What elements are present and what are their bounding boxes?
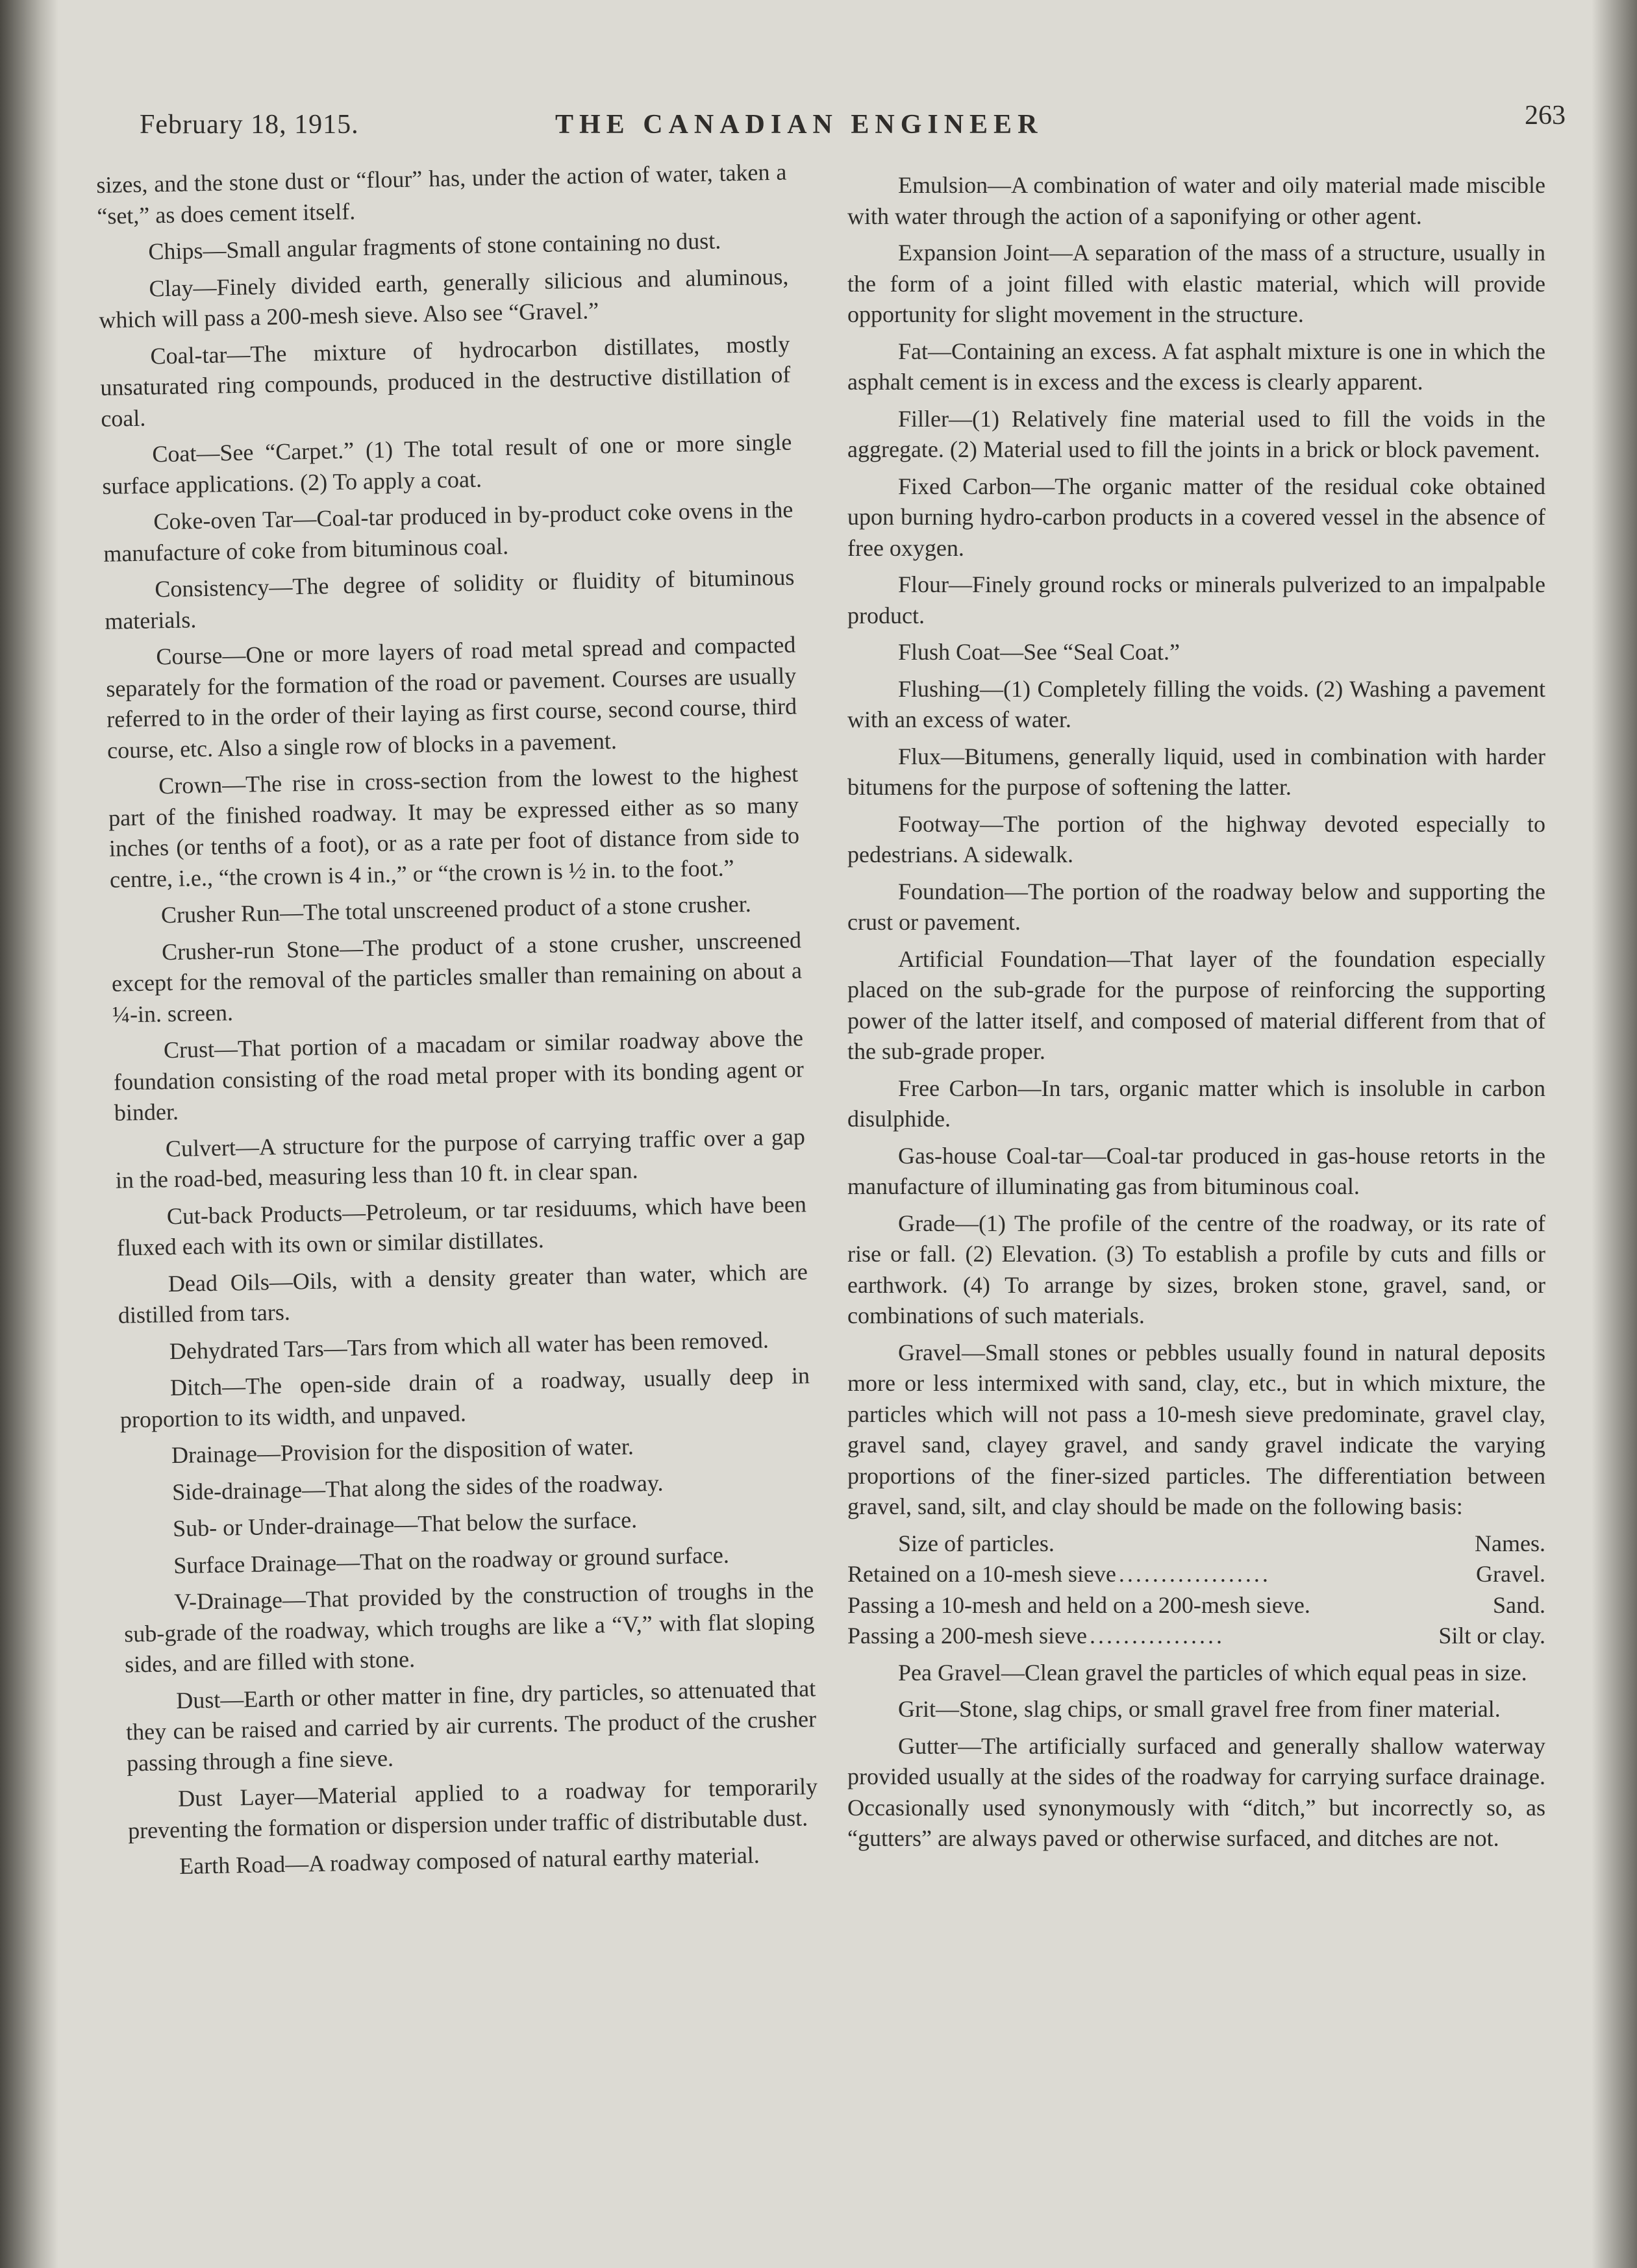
sieve-row-leader: .................. [1118,1561,1271,1587]
sieve-header-size: Size of particles. [898,1530,1055,1556]
glossary-entry: Crusher Run—The total unscreened product of a stone crusher. [160,890,752,928]
glossary-entry: Course—One or more layers of road metal spread and compacted separately for the formation of the road or pavement. Courses are usually referred to in the order of their laying as first course, second course, third course, etc. Also a single row of blocks in a pavement. [105,631,797,764]
sieve-row-name: Silt or clay. [1438,1623,1545,1649]
glossary-entry: Dehydrated Tars—Tars from which all water has been removed. [169,1326,769,1364]
glossary-entry: Flux—Bitumens, generally liquid, used in combination with harder bitumens for the purpose of softening the latter. [847,743,1545,800]
sieve-table-header [847,1528,1545,1560]
glossary-entry: Dust—Earth or other matter in fine, dry particles, so attenuated that they can be raised and carried by air currents. The product of the crusher passing through a fine sieve. [125,1675,817,1776]
glossary-entry: Flush Coat—See “Seal Coat.” [898,639,1180,665]
glossary-entry: Crust—That portion of a macadam or similar roadway above the foundation consisting of the road metal proper with its bonding agent or binder. [113,1025,805,1126]
glossary-entry: Grit—Stone, slag chips, or small gravel free from finer material. [898,1696,1501,1722]
right-column-top [847,170,1545,1523]
glossary-entry: Dead Oils—Oils, with a density greater than water, which are distilled from tars. [118,1258,808,1328]
right-column [847,170,1545,1860]
glossary-entry: Drainage—Provision for the disposition of water. [171,1433,634,1469]
glossary-entry: Chips—Small angular fragments of stone containing no dust. [148,227,721,265]
glossary-entry: Gravel—Small stones or pebbles usually found in natural deposits more or less intermixed with sand, clay, etc., but in which mixture, the particles which will not pass a 10-mesh sieve predominate, gravel clay, gravel sand, clayey gravel, and sandy gravel indicate the varying proportions of the finer-sized particles. The differentiation between gravel, sand, silt, and clay should be made on the following basis: [847,1339,1545,1519]
glossary-entry: Crusher-run Stone—The product of a stone crusher, unscreened except for the removal of the particles smaller than remaining on about a ¼-in. screen. [111,926,803,1028]
glossary-entry: Sub- or Under-drainage—That below the surface. [172,1506,638,1542]
glossary-entry: Coat—See “Carpet.” (1) The total result of one or more single surface applications. (2) To apply a coat. [101,429,792,499]
glossary-entry: Side-drainage—That along the sides of the roadway. [171,1469,664,1505]
sieve-table-row [847,1590,1545,1621]
issue-date: February 18, 1915. [140,110,359,140]
glossary-entry: Footway—The portion of the highway devoted especially to pedestrians. A sidewalk. [847,810,1545,867]
glossary-entry: Gas-house Coal-tar—Coal-tar produced in gas-house retorts in the manufacture of illuminating gas from bituminous coal. [847,1142,1545,1199]
sieve-row-label: Retained on a 10-mesh sieve [847,1561,1116,1587]
glossary-entry: sizes, and the stone dust or “flour” has, under the action of water, taken a “set,” as does cement itself. [96,158,787,229]
glossary-entry: Emulsion—A combination of water and oily material made miscible with water through the action of a saponifying or other agent. [847,172,1545,229]
sieve-table-row [847,1559,1545,1590]
page-number: 263 [1525,101,1566,131]
sieve-row-name: Sand. [1493,1591,1545,1618]
publication-title: THE CANADIAN ENGINEER [555,110,1043,140]
sieve-row-label: Passing a 10-mesh and held on a 200-mesh sieve. [847,1591,1310,1618]
sieve-table-row [847,1621,1545,1652]
sieve-size-table [847,1528,1545,1652]
glossary-entry: V-Drainage—That provided by the construction of troughs in the sub-grade of the roadway, which troughs are like a “V,” with flat sloping sides, and are filled with stone. [123,1576,815,1678]
sieve-header-names: Names. [1475,1530,1545,1556]
glossary-entry: Flushing—(1) Completely filling the voids. (2) Washing a pavement with an excess of water. [847,675,1545,732]
glossary-entry: Clay—Finely divided earth, generally silicious and aluminous, which will pass a 200-mesh sieve. Also see “Gravel.” [99,263,789,333]
glossary-entry: Flour—Finely ground rocks or minerals pulverized to an impalpable product. [847,571,1545,629]
glossary-entry: Consistency—The degree of solidity or fluidity of bituminous materials. [104,564,795,634]
glossary-entry: Ditch—The open-side drain of a roadway, usually deep in proportion to its width, and unpaved. [119,1362,810,1433]
glossary-entry: Fat—Containing an excess. A fat asphalt mixture is one in which the asphalt cement is in excess and the excess is clearly apparent. [847,338,1545,395]
glossary-entry: Gutter—The artificially surfaced and generally shallow waterway provided usually at the sides of the roadway for carrying surface drainage. Occasionally used synonymously with “ditch,” but incorrectly so, as “gutters” are always paved or otherwise surfaced, and ditches are not. [847,1732,1545,1851]
glossary-entry: Filler—(1) Relatively fine material used to fill the voids in the aggregate. (2) Material used to fill the joints in a brick or block pavement. [847,405,1545,462]
glossary-entry: Free Carbon—In tars, organic matter which is insoluble in carbon disulphide. [847,1075,1545,1132]
glossary-entry: Surface Drainage—That on the roadway or ground surface. [173,1541,730,1578]
sieve-row-name: Gravel. [1476,1561,1545,1587]
right-column-bottom [847,1658,1545,1854]
glossary-entry: Cut-back Products—Petroleum, or tar residuums, which have been fluxed each with its own or similar distillates. [116,1190,807,1261]
glossary-entry: Foundation—The portion of the roadway below and supporting the crust or pavement. [847,878,1545,935]
glossary-entry: Dust Layer—Material applied to a roadway for temporarily preventing the formation or dispersion under traffic of distributable dust. [127,1773,818,1844]
sieve-row-leader: ................ [1089,1623,1225,1649]
glossary-entry: Coal-tar—The mixture of hydrocarbon distillates, mostly unsaturated ring compounds, produced in the destructive distillation of coal. [100,330,791,432]
glossary-entry: Fixed Carbon—The organic matter of the residual coke obtained upon burning hydro-carbon products in a covered vessel in the absence of free oxygen. [847,473,1545,561]
page-header [140,97,1566,149]
left-column [96,157,819,1889]
glossary-entry: Earth Road—A roadway composed of natural earthy material. [179,1841,760,1880]
glossary-entry: Expansion Joint—A separation of the mass of a structure, usually in the form of a joint filled with elastic material, which will provide opportunity for slight movement in the structure. [847,240,1545,327]
glossary-entry: Crown—The rise in cross-section from the lowest to the highest part of the finished roadway. It may be expressed either as so many inches (or tenths of a foot), or as a rate per foot of distance from side to centre, i.e., “the crown is 4 in.,” or “the crown is ½ in. to the foot.” [108,760,800,893]
glossary-entry: Grade—(1) The profile of the centre of the roadway, or its rate of rise or fall. (2) Elevation. (3) To establish a profile by cuts and fills or earthwork. (4) To arrange by sizes, broken stone, gravel, sand, or combinations of such materials. [847,1210,1545,1328]
glossary-entry: Coke-oven Tar—Coal-tar produced in by-product coke ovens in the manufacture of coke from bituminous coal. [103,496,794,567]
glossary-entry: Culvert—A structure for the purpose of carrying traffic over a gap in the road-bed, measuring less than 10 ft. in clear span. [115,1123,806,1193]
sieve-row-label: Passing a 200-mesh sieve [847,1623,1087,1649]
glossary-entry: Pea Gravel—Clean gravel the particles of which equal peas in size. [898,1659,1527,1686]
glossary-entry: Artificial Foundation—That layer of the foundation especially placed on the sub-grade for the purpose of reinforcing the supporting power of the latter itself, and composed of material different from that of the sub-grade proper. [847,945,1545,1064]
